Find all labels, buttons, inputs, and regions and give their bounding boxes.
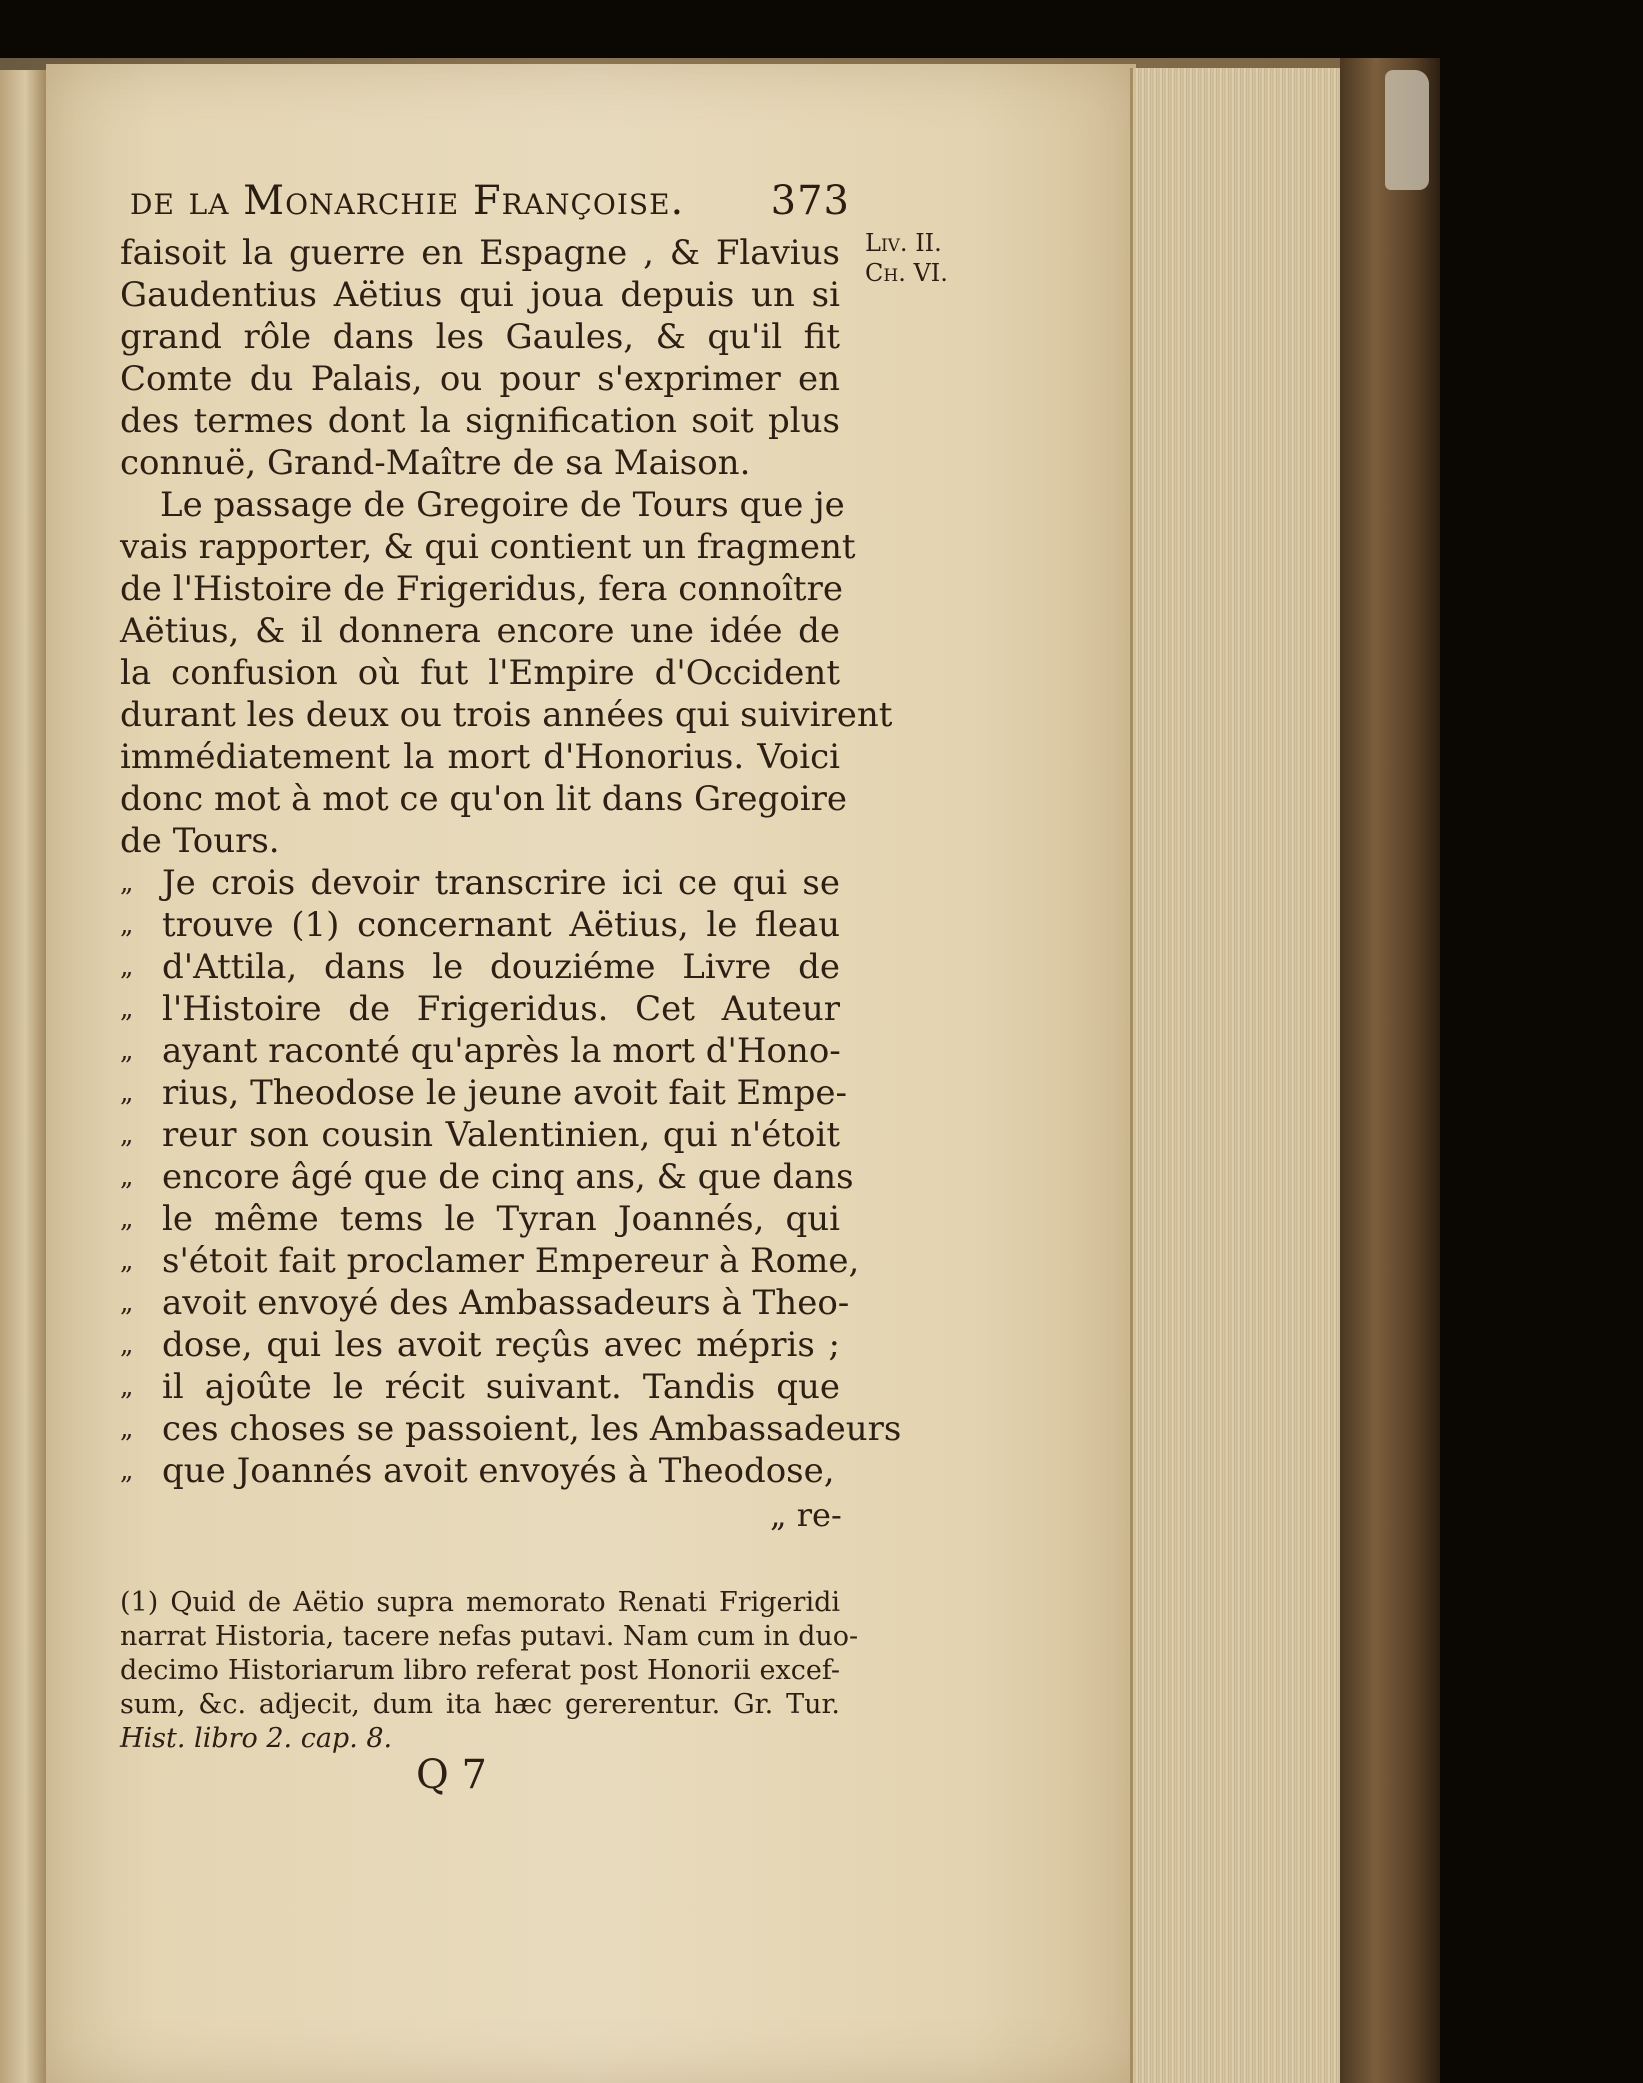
quote-line-text: le même tems le Tyran Joannés, qui bbox=[162, 1199, 840, 1239]
book-spine bbox=[1340, 58, 1440, 2083]
footnote-line: Hist. libro 2. cap. 8. bbox=[120, 1723, 393, 1754]
quote-line bbox=[120, 1072, 847, 1114]
quote-line-text: s'étoit fait proclamer Empereur à Rome, bbox=[162, 1241, 860, 1281]
quote-line-text: ayant raconté qu'après la mort d'Hono- bbox=[162, 1031, 841, 1071]
quote-line-text: trouve (1) concernant Aëtius, le fleau bbox=[162, 905, 840, 945]
quote-line bbox=[120, 1240, 860, 1282]
footnote-line: sum, &c. adjecit, dum ita hæc gererentur. Gr. Tur. bbox=[120, 1689, 840, 1720]
quote-line-text: rius, Theodose le jeune avoit fait Empe- bbox=[162, 1073, 847, 1113]
running-head bbox=[130, 178, 850, 226]
quote-line-text: reur son cousin Valentinien, qui n'étoit bbox=[162, 1115, 840, 1155]
quote-line bbox=[120, 1156, 854, 1198]
quote-mark: „ bbox=[120, 952, 134, 982]
spine-label-remnant bbox=[1385, 70, 1429, 190]
body-line: des termes dont la signification soit plus bbox=[120, 401, 840, 441]
footnote-line: narrat Historia, tacere nefas putavi. Nam cum in duo- bbox=[120, 1621, 859, 1652]
quote-line bbox=[120, 862, 840, 904]
quote-line-text: avoit envoyé des Ambassadeurs à Theo- bbox=[162, 1283, 850, 1323]
quote-mark: „ bbox=[120, 994, 134, 1024]
left-page-edge bbox=[0, 70, 48, 2083]
body-line: Aëtius, & il donnera encore une idée de bbox=[120, 611, 840, 651]
quote-line bbox=[120, 1324, 840, 1366]
body-line: de l'Histoire de Frigeridus, fera connoître bbox=[120, 569, 843, 609]
body-line: Gaudentius Aëtius qui joua depuis un si bbox=[120, 275, 840, 315]
quote-mark: „ bbox=[120, 1414, 134, 1444]
page-number: 373 bbox=[770, 178, 850, 224]
quote-line bbox=[120, 1282, 850, 1324]
quote-line-text: ces choses se passoient, les Ambassadeurs bbox=[162, 1409, 902, 1449]
quote-line-text: dose, qui les avoit reçûs avec mépris ; bbox=[162, 1325, 840, 1365]
body-line: Comte du Palais, ou pour s'exprimer en bbox=[120, 359, 840, 399]
signature-mark: Q 7 bbox=[416, 1752, 487, 1798]
quote-line-text: Je crois devoir transcrire ici ce qui se bbox=[162, 863, 840, 903]
quote-line bbox=[120, 988, 840, 1030]
quote-line bbox=[120, 946, 840, 988]
quote-mark: „ bbox=[120, 910, 134, 940]
body-line: la confusion où fut l'Empire d'Occident bbox=[120, 653, 840, 693]
catchword: „ re- bbox=[770, 1496, 842, 1534]
running-head-title: de la Monarchie Françoise. bbox=[130, 178, 685, 224]
footnote-line: (1) Quid de Aëtio supra memorato Renati Frigeridi bbox=[120, 1587, 840, 1618]
quote-line-text: d'Attila, dans le douziéme Livre de bbox=[162, 947, 840, 987]
quote-line bbox=[120, 1366, 840, 1408]
quote-mark: „ bbox=[120, 1162, 134, 1192]
quote-line bbox=[120, 904, 840, 946]
quote-line bbox=[120, 1198, 840, 1240]
quote-mark: „ bbox=[120, 1288, 134, 1318]
quote-mark: „ bbox=[120, 1036, 134, 1066]
margin-note-chapter: Ch. VI. bbox=[865, 259, 948, 287]
quote-line bbox=[120, 1450, 840, 1492]
body-line: donc mot à mot ce qu'on lit dans Gregoire bbox=[120, 779, 847, 819]
quote-mark: „ bbox=[120, 1330, 134, 1360]
body-line: connuë, Grand-Maître de sa Maison. bbox=[120, 443, 751, 483]
quote-mark: „ bbox=[120, 1120, 134, 1150]
body-line: grand rôle dans les Gaules, & qu'il fit bbox=[120, 317, 840, 357]
body-line: immédiatement la mort d'Honorius. Voici bbox=[120, 737, 840, 777]
margin-note bbox=[865, 228, 995, 288]
quote-line bbox=[120, 1408, 902, 1450]
margin-note-book: Liv. II. bbox=[865, 229, 942, 257]
quote-mark: „ bbox=[120, 1078, 134, 1108]
quote-mark: „ bbox=[120, 1372, 134, 1402]
body-line: durant les deux ou trois années qui suivirent bbox=[120, 695, 893, 735]
quote-mark: „ bbox=[120, 1204, 134, 1234]
quote-line-text: que Joannés avoit envoyés à Theodose, bbox=[162, 1451, 835, 1491]
body-line: vais rapporter, & qui contient un fragment bbox=[120, 527, 856, 567]
body-line: de Tours. bbox=[120, 821, 280, 861]
footnote-line: decimo Historiarum libro referat post Honorii excef- bbox=[120, 1655, 840, 1686]
quote-mark: „ bbox=[120, 1246, 134, 1276]
quote-line bbox=[120, 1114, 840, 1156]
page-fore-edge bbox=[1130, 68, 1343, 2083]
quote-line-text: l'Histoire de Frigeridus. Cet Auteur bbox=[162, 989, 840, 1029]
quote-mark: „ bbox=[120, 1456, 134, 1486]
quote-line-text: encore âgé que de cinq ans, & que dans bbox=[162, 1157, 854, 1197]
quote-line bbox=[120, 1030, 840, 1072]
body-line: Le passage de Gregoire de Tours que je bbox=[160, 485, 845, 525]
quote-mark: „ bbox=[120, 868, 134, 898]
body-line: faisoit la guerre en Espagne , & Flavius bbox=[120, 233, 840, 273]
quote-line-text: il ajoûte le récit suivant. Tandis que bbox=[162, 1367, 840, 1407]
